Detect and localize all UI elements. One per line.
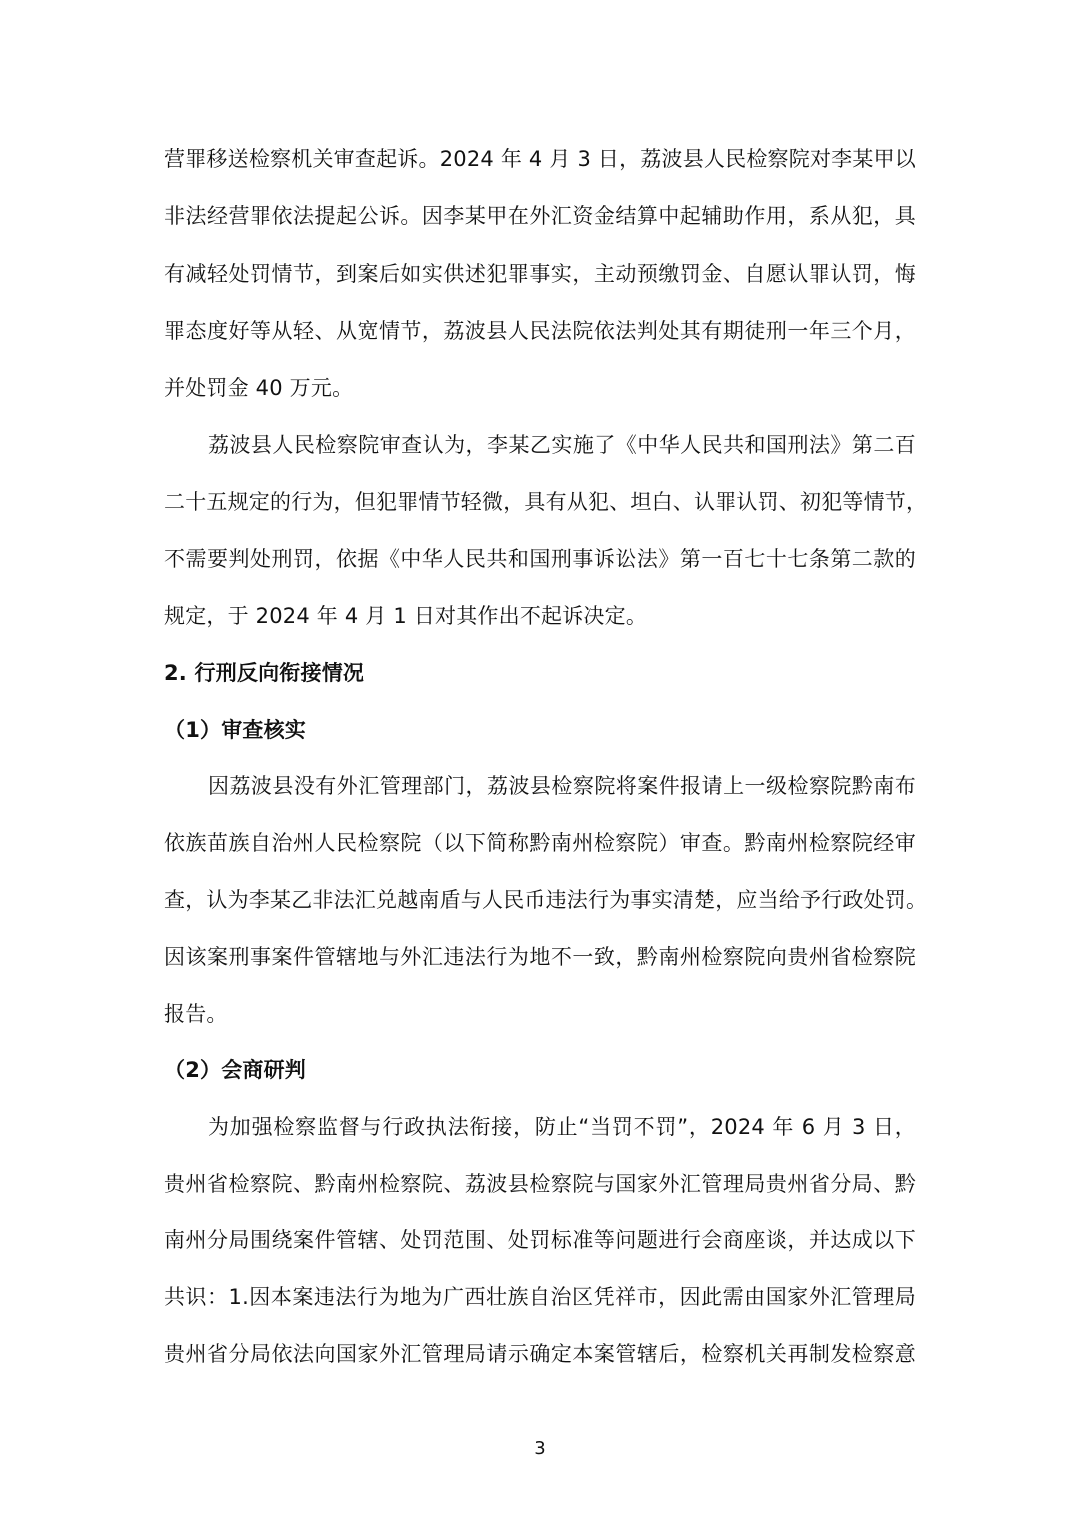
paragraph-line: 荔波县人民检察院审查认为，李某乙实施了《中华人民共和国刑法》第二百 xyxy=(208,433,916,457)
paragraph-line: 南州分局围绕案件管辖、处罚范围、处罚标准等问题进行会商座谈，并达成以下 xyxy=(164,1228,916,1252)
paragraph-line: 共识：1.因本案违法行为地为广西壮族自治区凭祥市，因此需由国家外汇管理局 xyxy=(164,1285,916,1309)
paragraph-line: 规定，于 2024 年 4 月 1 日对其作出不起诉决定。 xyxy=(164,604,648,628)
paragraph-line: 不需要判处刑罚，依据《中华人民共和国刑事诉讼法》第一百七十七条第二款的 xyxy=(164,547,916,571)
paragraph-line: 并处罚金 40 万元。 xyxy=(164,376,354,400)
paragraph-line: 报告。 xyxy=(164,1002,228,1026)
paragraph-line: 有减轻处罚情节，到案后如实供述犯罪事实，主动预缴罚金、自愿认罪认罚，悔 xyxy=(164,262,916,286)
paragraph-line: 因该案刑事案件管辖地与外汇违法行为地不一致，黔南州检察院向贵州省检察院 xyxy=(164,945,916,969)
paragraph-line: 为加强检察监督与行政执法衔接，防止“当罚不罚”，2024 年 6 月 3 日， xyxy=(208,1115,916,1139)
paragraph-line: 因荔波县没有外汇管理部门，荔波县检察院将案件报请上一级检察院黔南布 xyxy=(208,774,916,798)
subsection-heading: （1）审查核实 xyxy=(164,718,307,742)
subsection-heading: （2）会商研判 xyxy=(164,1058,307,1082)
paragraph-line: 罪态度好等从轻、从宽情节，荔波县人民法院依法判处其有期徒刑一年三个月， xyxy=(164,319,916,343)
paragraph-line: 非法经营罪依法提起公诉。因李某甲在外汇资金结算中起辅助作用，系从犯，具 xyxy=(164,204,916,228)
paragraph-line: 二十五规定的行为，但犯罪情节轻微，具有从犯、坦白、认罪认罚、初犯等情节， xyxy=(164,490,928,514)
section-heading: 2. 行刑反向衔接情况 xyxy=(164,661,365,685)
page-number: 3 xyxy=(534,1438,546,1459)
paragraph-line: 贵州省分局依法向国家外汇管理局请示确定本案管辖后，检察机关再制发检察意 xyxy=(164,1342,916,1366)
paragraph-line: 贵州省检察院、黔南州检察院、荔波县检察院与国家外汇管理局贵州省分局、黔 xyxy=(164,1172,916,1196)
paragraph-line: 依族苗族自治州人民检察院（以下简称黔南州检察院）审查。黔南州检察院经审 xyxy=(164,831,916,855)
paragraph-line: 查，认为李某乙非法汇兑越南盾与人民币违法行为事实清楚，应当给予行政处罚。 xyxy=(164,888,928,912)
paragraph-line: 营罪移送检察机关审查起诉。2024 年 4 月 3 日，荔波县人民检察院对李某甲以 xyxy=(164,147,916,171)
